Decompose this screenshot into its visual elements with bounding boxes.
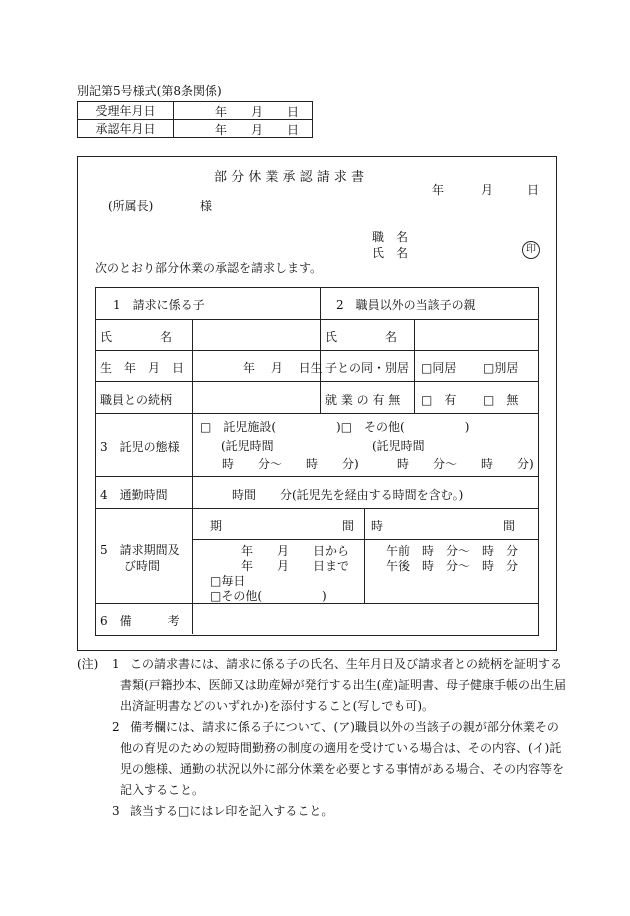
childcare-time-label-1: (託児時間: [221, 439, 274, 453]
date-month: 月: [481, 183, 494, 197]
note-1-number: 1: [112, 657, 120, 671]
period-header: 期 間: [210, 519, 355, 533]
note-2-line-2: 他の育児のための短時間勤務の制度の適用を受けている場合は、その内容、(イ)託: [120, 741, 562, 755]
childcare-time-field-2[interactable]: 時 分～ 時 分): [397, 457, 534, 471]
cohabit-separate-checkbox[interactable]: □別居: [483, 361, 519, 375]
period-label-line2: び時間: [124, 559, 161, 573]
child-name-label: 氏 名: [100, 330, 173, 344]
name-label: 氏 名: [372, 246, 409, 260]
note-1-line-1: この請求書には、請求に係る子の氏名、生年月日及び請求者との続柄を証明する: [130, 657, 563, 671]
parent-name-label: 氏 名: [325, 330, 398, 344]
relationship-field[interactable]: [196, 385, 316, 411]
birth-date-field[interactable]: 年 月 日生: [243, 361, 323, 375]
relationship-label: 職員との続柄: [100, 393, 173, 407]
note-3-line-1: 該当する□にはレ印を記入すること。: [130, 804, 334, 818]
note-1-line-2: 書類(戸籍抄本、医師又は助産婦が発行する出生(産)証明書、母子健康手帳の出生届: [120, 678, 567, 692]
form-title: 部 分 休 業 承 認 請 求 書: [214, 170, 365, 185]
honorific: 様: [200, 199, 213, 213]
addressee: (所属長): [108, 199, 154, 213]
section-child-label: 1 請求に係る子: [113, 298, 205, 312]
remarks-field[interactable]: [196, 606, 534, 631]
childcare-time-field-1[interactable]: 時 分～ 時 分): [222, 457, 359, 471]
table-row: [78, 102, 313, 120]
position-label: 職 名: [372, 230, 409, 244]
cohabitation-label: 子との同・別居: [325, 361, 410, 375]
note-1-line-3: 出済証明書などのいずれか)を添付すること(写しでも可)。: [120, 699, 435, 713]
childcare-options[interactable]: □ 託児施設( )□ その他( ): [200, 420, 470, 434]
reception-table: [77, 101, 313, 138]
note-2-line-3: 児の態様、通勤の状況以外に部分休業を必要とする事情がある場合、その内容等を: [120, 762, 565, 776]
remarks-label: 6 備 考: [100, 614, 180, 628]
birth-date-label: 生 年 月 日: [100, 361, 185, 375]
every-day-checkbox[interactable]: □毎日: [210, 574, 246, 588]
note-2-line-1: 備考欄には、請求に係る子について、(ア)職員以外の当該子の親が部分休業その: [130, 720, 559, 734]
table-row: [78, 120, 313, 138]
approved-date-field[interactable]: 年 月 日: [174, 120, 313, 138]
time-header: 時 間: [371, 519, 516, 533]
commute-label: 4 通勤時間: [100, 488, 168, 502]
date-year: 年: [432, 183, 445, 197]
date-day: 日: [527, 183, 540, 197]
period-label-line1: 5 請求期間及: [100, 543, 180, 557]
employment-label: 就 業 の 有 無: [325, 393, 401, 407]
received-date-label: 受理年月日: [78, 102, 174, 120]
intro-text: 次のとおり部分休業の承認を請求します。: [95, 261, 323, 275]
received-date-field[interactable]: 年 月 日: [174, 102, 313, 120]
section-other-parent-label: 2 職員以外の当該子の親: [336, 298, 476, 312]
period-from-field[interactable]: 年 月 日から: [241, 544, 350, 558]
parent-name-field[interactable]: [418, 322, 534, 348]
form-id: 別記第5号様式(第8条関係): [77, 84, 222, 98]
note-3-number: 3: [112, 804, 120, 818]
employment-no-checkbox[interactable]: □ 無: [483, 393, 519, 407]
period-to-field[interactable]: 年 月 日まで: [241, 559, 350, 573]
approved-date-label: 承認年月日: [78, 120, 174, 138]
am-time-field[interactable]: 午前 時 分～ 時 分: [386, 544, 519, 558]
child-name-field[interactable]: [196, 322, 316, 348]
notes-prefix: (注): [77, 657, 99, 671]
seal-mark: 印: [522, 241, 540, 259]
commute-time-field[interactable]: 時間 分(託児先を経由する時間を含む。): [232, 488, 464, 502]
note-2-number: 2: [112, 720, 120, 734]
note-2-line-4: 記入すること。: [120, 783, 205, 797]
childcare-time-label-2: (託児時間: [372, 439, 425, 453]
pm-time-field[interactable]: 午後 時 分～ 時 分: [386, 559, 519, 573]
childcare-label: 3 託児の態様: [100, 440, 180, 454]
other-schedule-checkbox[interactable]: □その他( ): [210, 589, 327, 603]
employment-yes-checkbox[interactable]: □ 有: [421, 393, 457, 407]
cohabit-same-checkbox[interactable]: □同居: [421, 361, 457, 375]
